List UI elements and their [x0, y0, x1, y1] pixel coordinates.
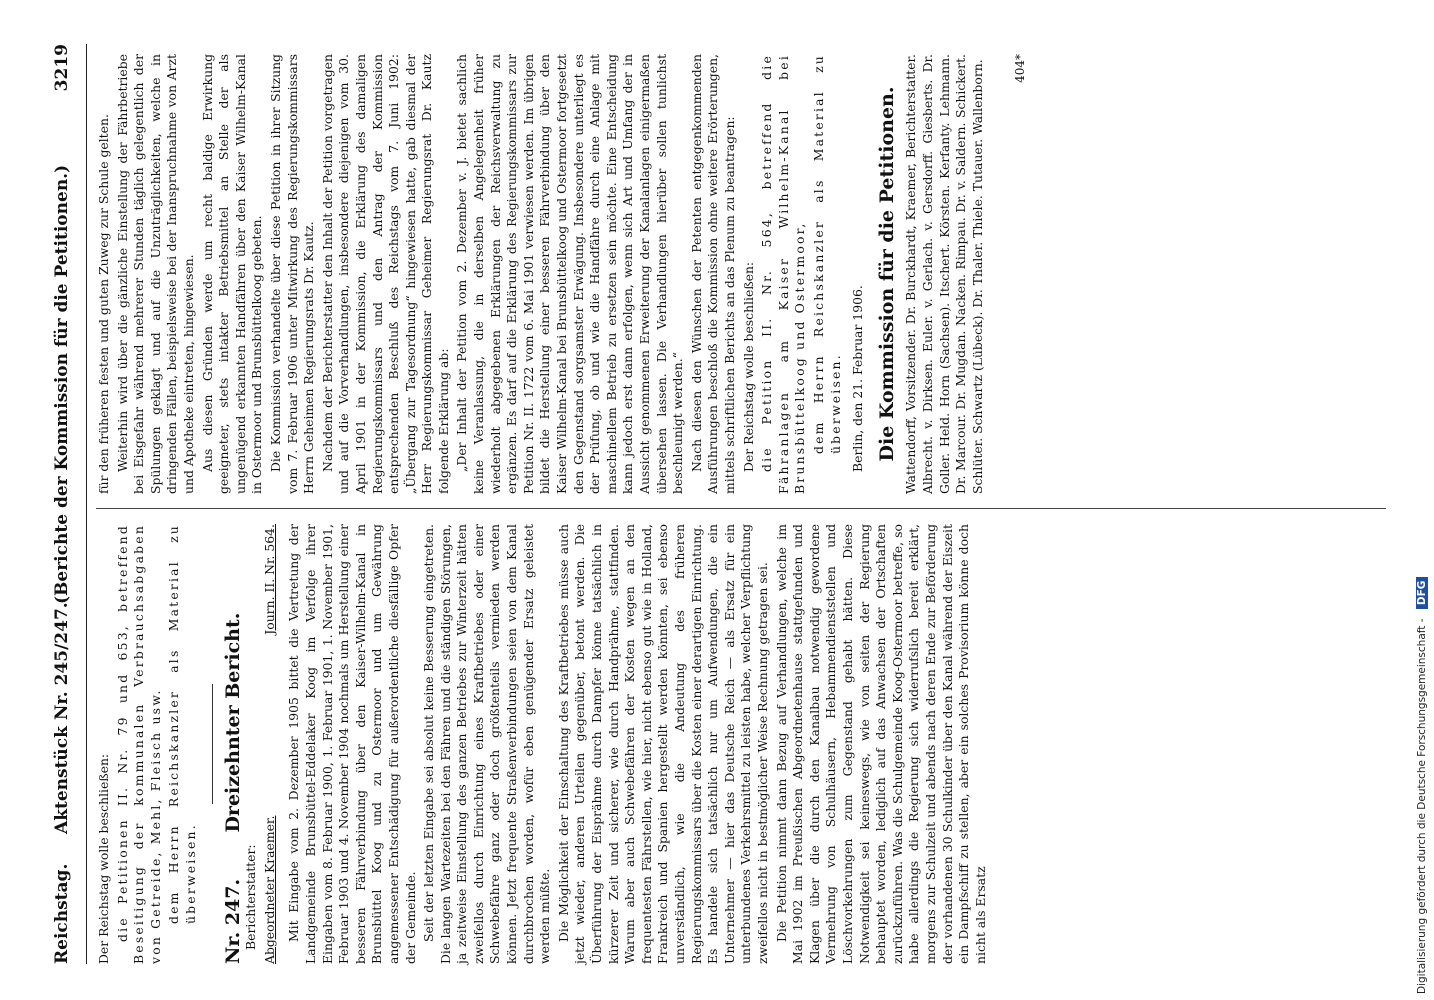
digitization-text: Digitalisierung gefördert durch die Deutsche Forschungsgemeinschaft -	[1416, 618, 1428, 994]
dfg-logo: DFG	[1416, 577, 1428, 610]
divider	[212, 684, 213, 804]
paragraph: Mit Eingabe vom 2. Dezember 1905 bittet die Vertretung der Landgemeinde Brunsbüttel-Eddelaker Koog im Verfolge ihrer Eingaben vom 8. Februar 1900, 1. Februar 1901, 1. November 1901, Februar 1903 und 4. November 1904 nochmals um Herstellung einer besseren Fährverbindung über den Kaiser-Wilhelm-Kanal in Brunsbüttel Koog und zu Ostermoor und um Gewährung angemessener Entschädigung für außerordentliche diesfällige Opfer der Gemeinde.	[286, 524, 418, 964]
quoted-statement: „Der Inhalt der Petition vom 2. Dezember v. J. bietet sachlich keine Veranlassung, die in derselben Angelegenheit früher wiederholt abgegebenen Erklärungen der Reichsverwaltung zu ergänzen. Es darf auf die Erklärung des Regierungskommissars zur Petition Nr. II. 1722 vom 6. Mai 1901 verwiesen werden. Im übrigen bildet die Herstellung einer besseren Fährverbindung über den Kaiser Wilhelm-Kanal bei Brunsbüttelkoog und Ostermoor fortgesetzt den Gegenstand sorgsamster Erwägung. Insbesondere unterliegt es der Prüfung, ob und wie die Handfähre durch eine Anlage mit maschinellem Betrieb zu ersetzen sein möchte. Eine Entscheidung kann jedoch erst dann erfolgen, wenn sich Art und Umfang der in Aussicht genommenen Erweiterung der Kanalanlagen einigermaßen übersehen lassen. Die Verhandlungen hierüber sollen tunlichst beschleunigt werden.“	[454, 54, 686, 494]
column-left	[96, 524, 991, 964]
reporter-line	[262, 524, 279, 964]
running-header	[42, 44, 87, 964]
sheet-mark: 404*	[1013, 54, 1028, 83]
paragraph: Die Kommission verhandelte über diese Petition in ihrer Sitzung vom 7. Februar 1906 unter Mitwirkung des Regierungskommissars Herrn Geheimen Regierungsrats Dr. Kautz.	[267, 54, 317, 494]
section-number: Nr. 247.	[221, 878, 244, 964]
digitization-note	[1416, 14, 1432, 994]
resolve-end: dem Herrn Reichskanzler als Material zu überweisen.	[166, 524, 198, 924]
header-right-title: (Berichte der Kommission für die Petitionen.)	[52, 164, 72, 604]
paragraph: Seit der letzten Eingabe sei absolut keine Besserung eingetreten. Die langen Wartezeiten bei den Fähren und die ständigen Störungen, ja zeitweise Einstellung des ganzen Betriebes zur Winterzeit hätten zweifellos durch Einrichtung eines Kraftbetriebes oder einer Schwebefähre ganz oder doch größtenteils vermieden werden können. Jetzt frequente Straßenverbindungen seien von dem Kanal durchbrochen worden, wofür eben genügender Ersatz geleistet werden müßte.	[421, 524, 553, 964]
resolve-intro: Der Reichstag wolle beschließen:	[740, 261, 756, 472]
paragraph: Die Petition nimmt dann Bezug auf Verhandlungen, welche im Mai 1902 im Preußischen Abgeordnetenhause stattgefunden und Klagen über die durch den Kanalbau notwendig gewordene Vermehrung von Schulhäusern, Hebammendienststellen und Löschvorkehrungen zum Gegenstand gehabt hätten. Diese Notwendigkeit sei keineswegs, wie von seiten der Regierung behauptet worden, lediglich auf das Anwachsen der Ortschaften zurückzuführen. Was die Schulgemeinde Koog-Ostermoor betreffe, so habe allerdings die Regierung sich widerrufslich bereit erklärt, morgens zur Schulzeit und abends nach deren Ende zur Beförderung der vorhandenen 30 Schulkinder über den Kanal während der Eiszeit ein Dampfschiff zu stellen, aber ein solches Provisorium könne doch nicht als Ersatz	[773, 524, 988, 964]
resolve-item: die Petitionen II. Nr. 79 und 653, betreffend Beseitigung der kommunalen Verbrauchsabgaben von Getreide, Mehl, Fleisch usw.	[114, 524, 163, 964]
paragraph: für den früheren festen und guten Zuweg zur Schule gelten.	[96, 114, 111, 494]
column-right	[96, 54, 1029, 494]
rotated-sheet	[42, 44, 1402, 964]
header-center: Aktenstück Nr. 245/247.	[52, 602, 72, 834]
resolve-intro: Der Reichstag wolle beschließen:	[96, 753, 111, 964]
page-number: 3219	[52, 44, 72, 92]
paragraph: Nach diesen den Wünschen der Petenten entgegenkommenden Ausführungen beschloß die Kommission ohne weitere Erörterungen, mittels schriftlichen Berichts an das Plenum zu beantragen:	[688, 54, 737, 494]
section-title: Dreizehnter Bericht.	[221, 612, 244, 833]
dateline: Berlin, den 21. Februar 1906.	[850, 285, 866, 472]
paragraph: Die Möglichkeit der Einschaltung des Kraftbetriebes müsse auch jetzt wieder, anderen Urteilen gegenüber, betont werden. Die Überführung der Eisprähme durch Dampfer könne tatsächlich in kürzerer Zeit und sicherer, wie durch Handprähme, stattfinden. Warum aber auch Schwebefähren der Kosten wegen an den frequentesten Fährstellen, wie hier, nicht ebenso gut wie in Holland, Frankreich und Spanien hergestellt werden könnten, sei ebenso unverständlich, wie die Andeutung des früheren Regierungskommissars über die Kosten einer derartigen Einrichtung. Es handele sich tatsächlich nur um Aufwendungen, die ein Unternehmer — hier das Deutsche Reich — als Ersatz für ein unterbundenes Verkehrsmittel zu leisten habe, welcher Verpflichtung zweifellos nicht in bestmöglicher Weise Rechnung getragen sei.	[555, 524, 770, 964]
header-left: Reichstag.	[52, 863, 72, 964]
journal-ref: Journ. II. Nr. 564.	[261, 524, 277, 635]
commission-title: Die Kommission für die Petitionen.	[875, 86, 898, 462]
member-list: Wattendorff, Vorsitzender. Dr. Burckhardt, Kraemer, Berichterstatter. Albrecht. v. Dirksen. Euler. v. Gerlach. v. Gersdorff. Giesberts. Dr. Goller. Held. Horn (Sachsen). Itschert. Körsten. Kerfanty. Lehmann. Dr. Marcour. Dr. Mugdan. Nacken. Rimpau. Dr. v. Saldern. Schickert. Schlüter. Schwartz (Lübeck). Dr. Thaler. Thiele. Tutauer. Wallenborn.	[903, 54, 985, 494]
resolve-end: dem Herrn Reichskanzler als Material zu überweisen.	[810, 54, 843, 454]
reporter-label: Berichterstatter:	[243, 844, 259, 950]
paragraph: Weiterhin wird über die gänzliche Einstellung der Fährbetriebe bei Eisgefahr während mehrerer Stunden täglich gelegentlich der Spülungen geklagt und auf die Unzuträglichkeiten, welche in dringenden Fällen, beispielsweise bei der Inanspruchnahme von Arzt und Apotheke eintreten, hingewiesen.	[114, 54, 196, 494]
section-heading	[221, 524, 244, 964]
column-divider	[96, 508, 1386, 509]
paragraph: Aus diesen Gründen werde um recht baldige Erwirkung geeigneter, stets intakter Betriebsmittel an Stelle der als ungenügend erkannten Handfähren über den Kaiser Wilhelm-Kanal in Ostermoor und Brunsbüttelkoog gebeten.	[199, 54, 265, 494]
paragraph: Nachdem der Berichterstatter den Inhalt der Petition vorgetragen und auf die Vorverhandlungen, insbesondere diejenigen vom 30. April 1901 in der Kommission, die Erklärung des damaligen Regierungskommissars und den Antrag der Kommission entsprechenden Beschluß des Reichstags vom 7. Juni 1902: „Übergang zur Tagesordnung“ hingewiesen hatte, gab diesmal der Herr Regierungskommissar Geheimer Regierungsrat Dr. Kautz folgende Erklärung ab:	[319, 54, 451, 494]
resolve-item: die Petition II. Nr. 564, betreffend die Fähranlagen am Kaiser Wilhelm-Kanal bei Brunsbüttelkoog und Ostermoor,	[759, 54, 808, 494]
reporter-name: Abgeordneter Kraemer.	[261, 815, 277, 964]
